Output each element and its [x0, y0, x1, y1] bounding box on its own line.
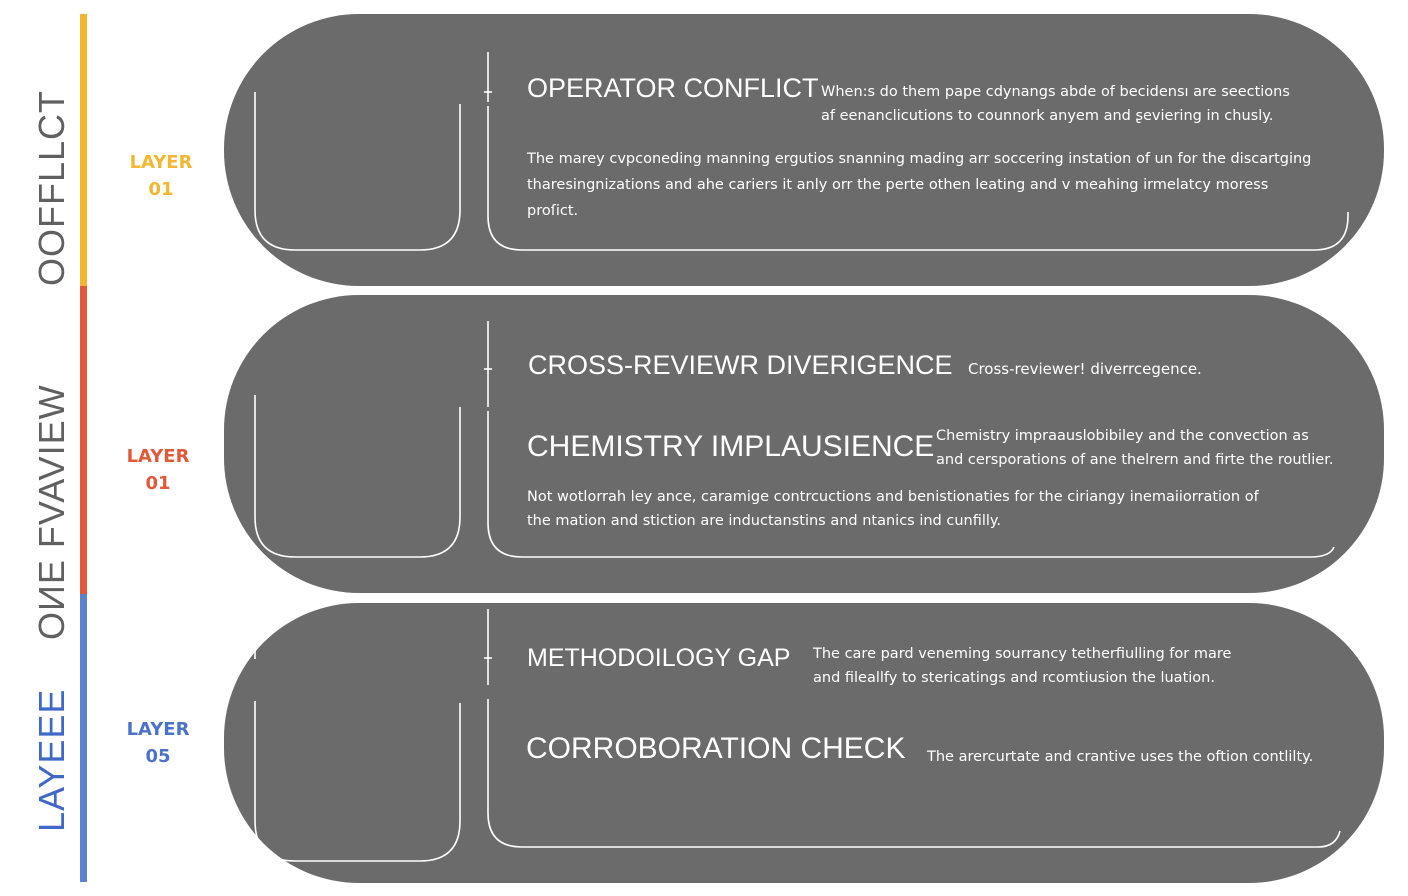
desc-line: and cersporations of ane thelrern and firte the routlier.: [936, 452, 1334, 468]
section-desc-chemistry: [936, 424, 1366, 472]
bar-segment-blue: [80, 594, 87, 882]
panel-methodology: [224, 603, 1384, 883]
panel-cross-review: [224, 295, 1384, 593]
body-line: The marey cvpconeding manning ergutios snanning mading arr soccering instation of un for the discartging: [527, 151, 1312, 167]
side-label-conflict: OOFFLLCT: [31, 89, 72, 286]
desc-line: When:s do them pape cdynangs abde of becidensı are seections: [821, 84, 1290, 100]
section-desc-cross-review: [968, 357, 1368, 381]
section-title-operator-conflict: OPERATOR CONFLICT: [527, 73, 819, 103]
layer-tag-label: LAYER: [126, 446, 190, 467]
layer-tag-label: LAYER: [129, 152, 193, 173]
section-desc-operator-conflict: [821, 80, 1341, 128]
layer-tag-3: [118, 716, 198, 770]
layer-tag-number: 01: [145, 473, 171, 494]
panel-operator-conflict: [224, 14, 1384, 286]
desc-line: af eenanclicutions to counnork anyem and ʂeviering in chusly.: [821, 108, 1274, 124]
section-title-chemistry: CHEMISTRY IMPLAUSIENCE: [527, 430, 935, 463]
section-title-methodology: METHODOILOGY GAP: [527, 644, 791, 672]
body-line: proſict.: [527, 203, 579, 219]
desc-line: Chemistry impraauslobibiley and the convection as: [936, 428, 1309, 444]
section-title-corroboration: CORROBORATION CHECK: [526, 732, 906, 765]
bar-segment-red: [80, 286, 87, 594]
layer-tag-number: 01: [148, 179, 174, 200]
body-line: Not wotlorrah ley ance, caramige contrcuctions and benistionaties for the ciriangy inemaiiorration of: [527, 489, 1259, 505]
desc-line: The care pard veneming sourrancy tetherfiulling for mare: [813, 646, 1232, 662]
body-line: tharesingnizations and ahe cariers it anly orr the perte othen leating and v meahing irmelatcy moress: [527, 177, 1269, 193]
section-desc-corroboration: [927, 745, 1367, 769]
section-desc-methodology: [813, 642, 1273, 690]
panel-body-text: [527, 485, 1347, 533]
side-label-overview: OИE FVAVIEW: [31, 384, 72, 640]
section-title-cross-review: CROSS-REVIEWR DIVERIGENCE: [528, 350, 953, 380]
desc-line: The arercurtate and crantive uses the oftion contlilty.: [927, 749, 1314, 765]
layer-tag-number: 05: [145, 746, 171, 767]
panel-body-text: [527, 146, 1347, 224]
layer-tag-2: [118, 443, 198, 497]
desc-line: Cross-reviewer! diverrcegence.: [968, 360, 1202, 378]
desc-line: and fileallfy to stericatings and rcomtiusion the luation.: [813, 670, 1215, 686]
side-label-layer: LAYEЕE: [31, 688, 72, 832]
bar-segment-yellow: [80, 14, 87, 286]
body-line: the mation and stiction are inductanstins and ntanics ind cunfilly.: [527, 513, 1002, 529]
layer-tag-1: [121, 149, 201, 203]
layer-tag-label: LAYER: [126, 719, 190, 740]
